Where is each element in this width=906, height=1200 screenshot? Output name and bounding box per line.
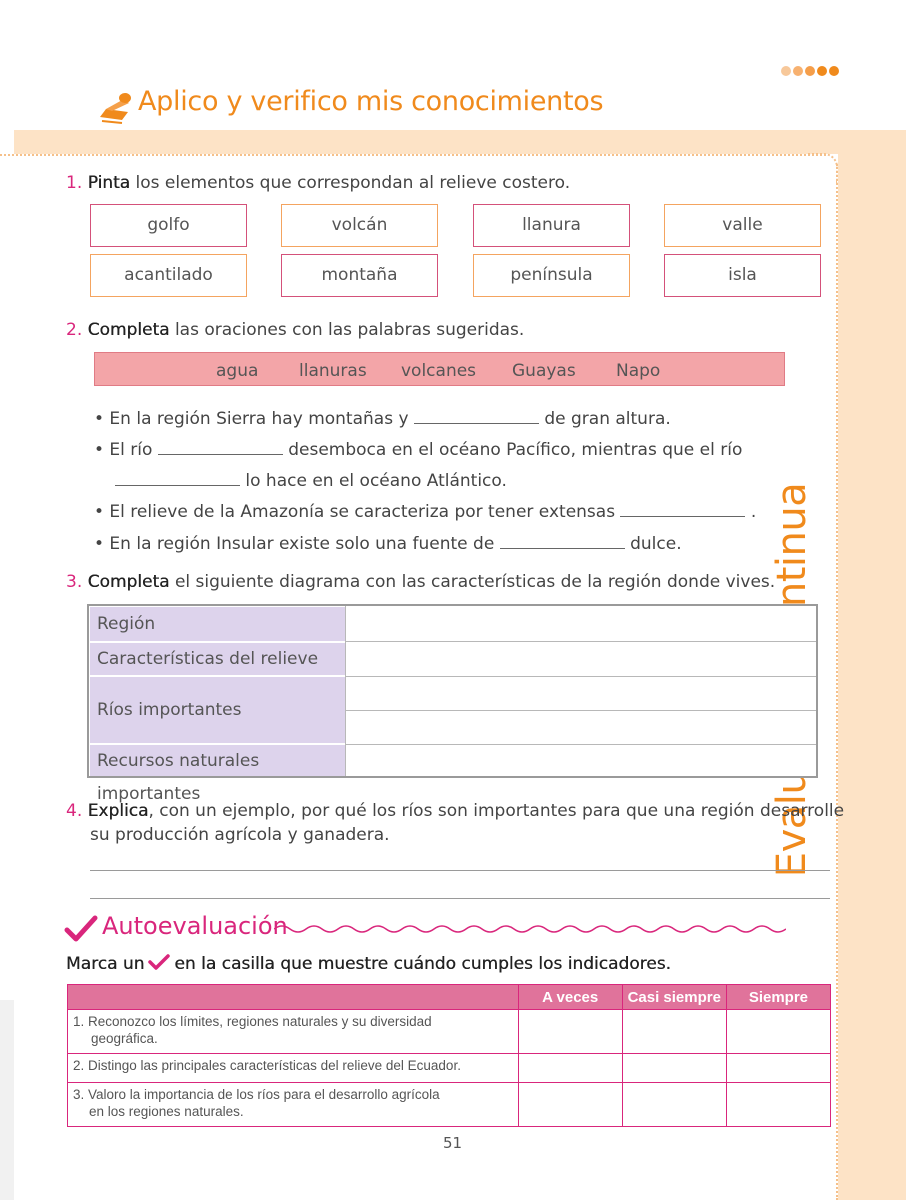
question-verb: Completa (87, 572, 170, 592)
question-number: 3. (66, 572, 83, 592)
question-text: el siguiente diagrama con las características de la región donde vives. (174, 572, 776, 592)
page-title: Aplico y verifico mis conocimientos (138, 86, 604, 117)
option-box[interactable]: volcán (281, 204, 438, 247)
sentence-3 (94, 502, 756, 522)
dot (817, 66, 827, 76)
indicator-text: 3. Valoro la importancia de los ríos para el desarrollo agrícola (73, 1087, 440, 1102)
dot (829, 66, 839, 76)
decorative-dots (781, 66, 839, 76)
checkbox-cell[interactable] (726, 1054, 830, 1083)
word-bank-item: volcanes (401, 361, 477, 381)
sentence-2-cont (115, 471, 507, 491)
dot (805, 66, 815, 76)
autoevaluation-title: Autoevaluación (102, 912, 288, 940)
word-bank-item: Guayas (512, 361, 576, 381)
word-bank-item: Napo (616, 361, 661, 381)
question-text: , con un ejemplo, por qué los ríos son importantes para que una región desarrolle (148, 801, 845, 821)
answer-blank[interactable] (620, 516, 745, 517)
answer-blank[interactable] (414, 423, 539, 424)
diagram-answer-line[interactable] (345, 744, 816, 745)
table-header-cell: Siempre (726, 985, 830, 1010)
sentence-4 (94, 534, 682, 554)
option-box[interactable]: acantilado (90, 254, 247, 297)
diagram-answer-line[interactable] (345, 641, 816, 642)
diagram-label: Recursos naturales importantes (90, 745, 346, 776)
indicator-cell (68, 1010, 519, 1054)
option-box[interactable]: isla (664, 254, 821, 297)
checkbox-cell[interactable] (726, 1083, 830, 1127)
table-row (68, 1083, 831, 1127)
question-verb: Pinta (87, 173, 131, 193)
indicator-text: en los regiones naturales. (89, 1104, 244, 1119)
question-text: las oraciones con las palabras sugeridas. (174, 320, 525, 340)
sentence-text: . (750, 502, 757, 522)
checkmark-icon (148, 954, 170, 970)
indicator-text: geográfica. (91, 1031, 158, 1046)
sentence-1 (94, 409, 671, 429)
table-header-cell: A veces (518, 985, 622, 1010)
sentence-2 (94, 440, 742, 460)
question-verb: Completa (87, 320, 170, 340)
sentence-text: • En la región Sierra hay montañas y (94, 409, 409, 429)
option-box[interactable]: golfo (90, 204, 247, 247)
question-number: 4. (66, 801, 83, 821)
sentence-text: desemboca en el océano Pacífico, mientras que el río (288, 440, 743, 460)
dot (793, 66, 803, 76)
option-box[interactable]: llanura (473, 204, 630, 247)
sentence-text: dulce. (630, 534, 682, 554)
header-band (14, 130, 906, 154)
sentence-text: • El río (94, 440, 153, 460)
indicator-cell (68, 1083, 519, 1127)
checkbox-cell[interactable] (726, 1010, 830, 1054)
indicator-text: 2. Distingo las principales características del relieve del Ecuador. (73, 1058, 461, 1073)
table-header-cell: Casi siempre (622, 985, 726, 1010)
sentence-text: • En la región Insular existe solo una fuente de (94, 534, 495, 554)
table-header-cell (68, 985, 519, 1010)
instruction-text: en la casilla que muestre cuándo cumples los indicadores. (174, 954, 671, 974)
checkbox-cell[interactable] (518, 1010, 622, 1054)
option-box[interactable]: valle (664, 204, 821, 247)
indicator-cell (68, 1054, 519, 1083)
checkbox-cell[interactable] (518, 1083, 622, 1127)
writing-line[interactable] (90, 870, 830, 871)
question-number: 2. (66, 320, 83, 340)
checkmark-icon (64, 914, 98, 944)
option-box[interactable]: península (473, 254, 630, 297)
sentence-text: de gran altura. (544, 409, 671, 429)
question-text: los elementos que correspondan al relieve costero. (135, 173, 571, 193)
sentence-text: lo hace en el océano Atlántico. (245, 471, 507, 491)
question-4 (66, 801, 844, 821)
word-bank-item: agua (216, 361, 259, 381)
self-evaluation-table (67, 984, 831, 1127)
question-2 (66, 320, 524, 340)
question-verb: Explica (87, 801, 149, 821)
question-4-cont: su producción agrícola y ganadera. (90, 825, 390, 845)
writing-line[interactable] (90, 898, 830, 899)
instruction-text: Marca un (66, 954, 145, 974)
checkbox-cell[interactable] (622, 1083, 726, 1127)
answer-blank[interactable] (500, 548, 625, 549)
word-bank (94, 352, 785, 386)
diagram-answer-line[interactable] (345, 676, 816, 677)
sentence-text: • El relieve de la Amazonía se caracteriza por tener extensas (94, 502, 616, 522)
dotted-corner (808, 153, 838, 183)
table-row (68, 1054, 831, 1083)
page-number: 51 (443, 1134, 463, 1152)
question-1 (66, 173, 570, 193)
indicator-text: 1. Reconozco los límites, regiones naturales y su diversidad (73, 1014, 432, 1029)
page-edge (0, 1000, 14, 1200)
diagram-label: Región (90, 607, 346, 641)
diagram-label: Ríos importantes (90, 677, 346, 743)
answer-blank[interactable] (115, 485, 240, 486)
checkbox-cell[interactable] (518, 1054, 622, 1083)
word-bank-item: llanuras (299, 361, 367, 381)
stamp-icon (98, 90, 136, 124)
question-number: 1. (66, 173, 83, 193)
region-diagram (87, 604, 818, 804)
dotted-divider-vertical (836, 164, 838, 1200)
answer-blank[interactable] (158, 454, 283, 455)
wave-divider (274, 921, 786, 937)
checkbox-cell[interactable] (622, 1054, 726, 1083)
table-row (68, 1010, 831, 1054)
side-strip (838, 154, 906, 1200)
dot (781, 66, 791, 76)
diagram-label: Características del relieve (90, 643, 346, 675)
question-3 (66, 572, 775, 592)
checkbox-cell[interactable] (622, 1010, 726, 1054)
dotted-divider (0, 154, 826, 156)
diagram-answer-line[interactable] (345, 710, 816, 711)
diagram-divider (345, 606, 346, 776)
option-box[interactable]: montaña (281, 254, 438, 297)
table-header-row (68, 985, 831, 1010)
autoevaluation-instructions (66, 954, 671, 974)
